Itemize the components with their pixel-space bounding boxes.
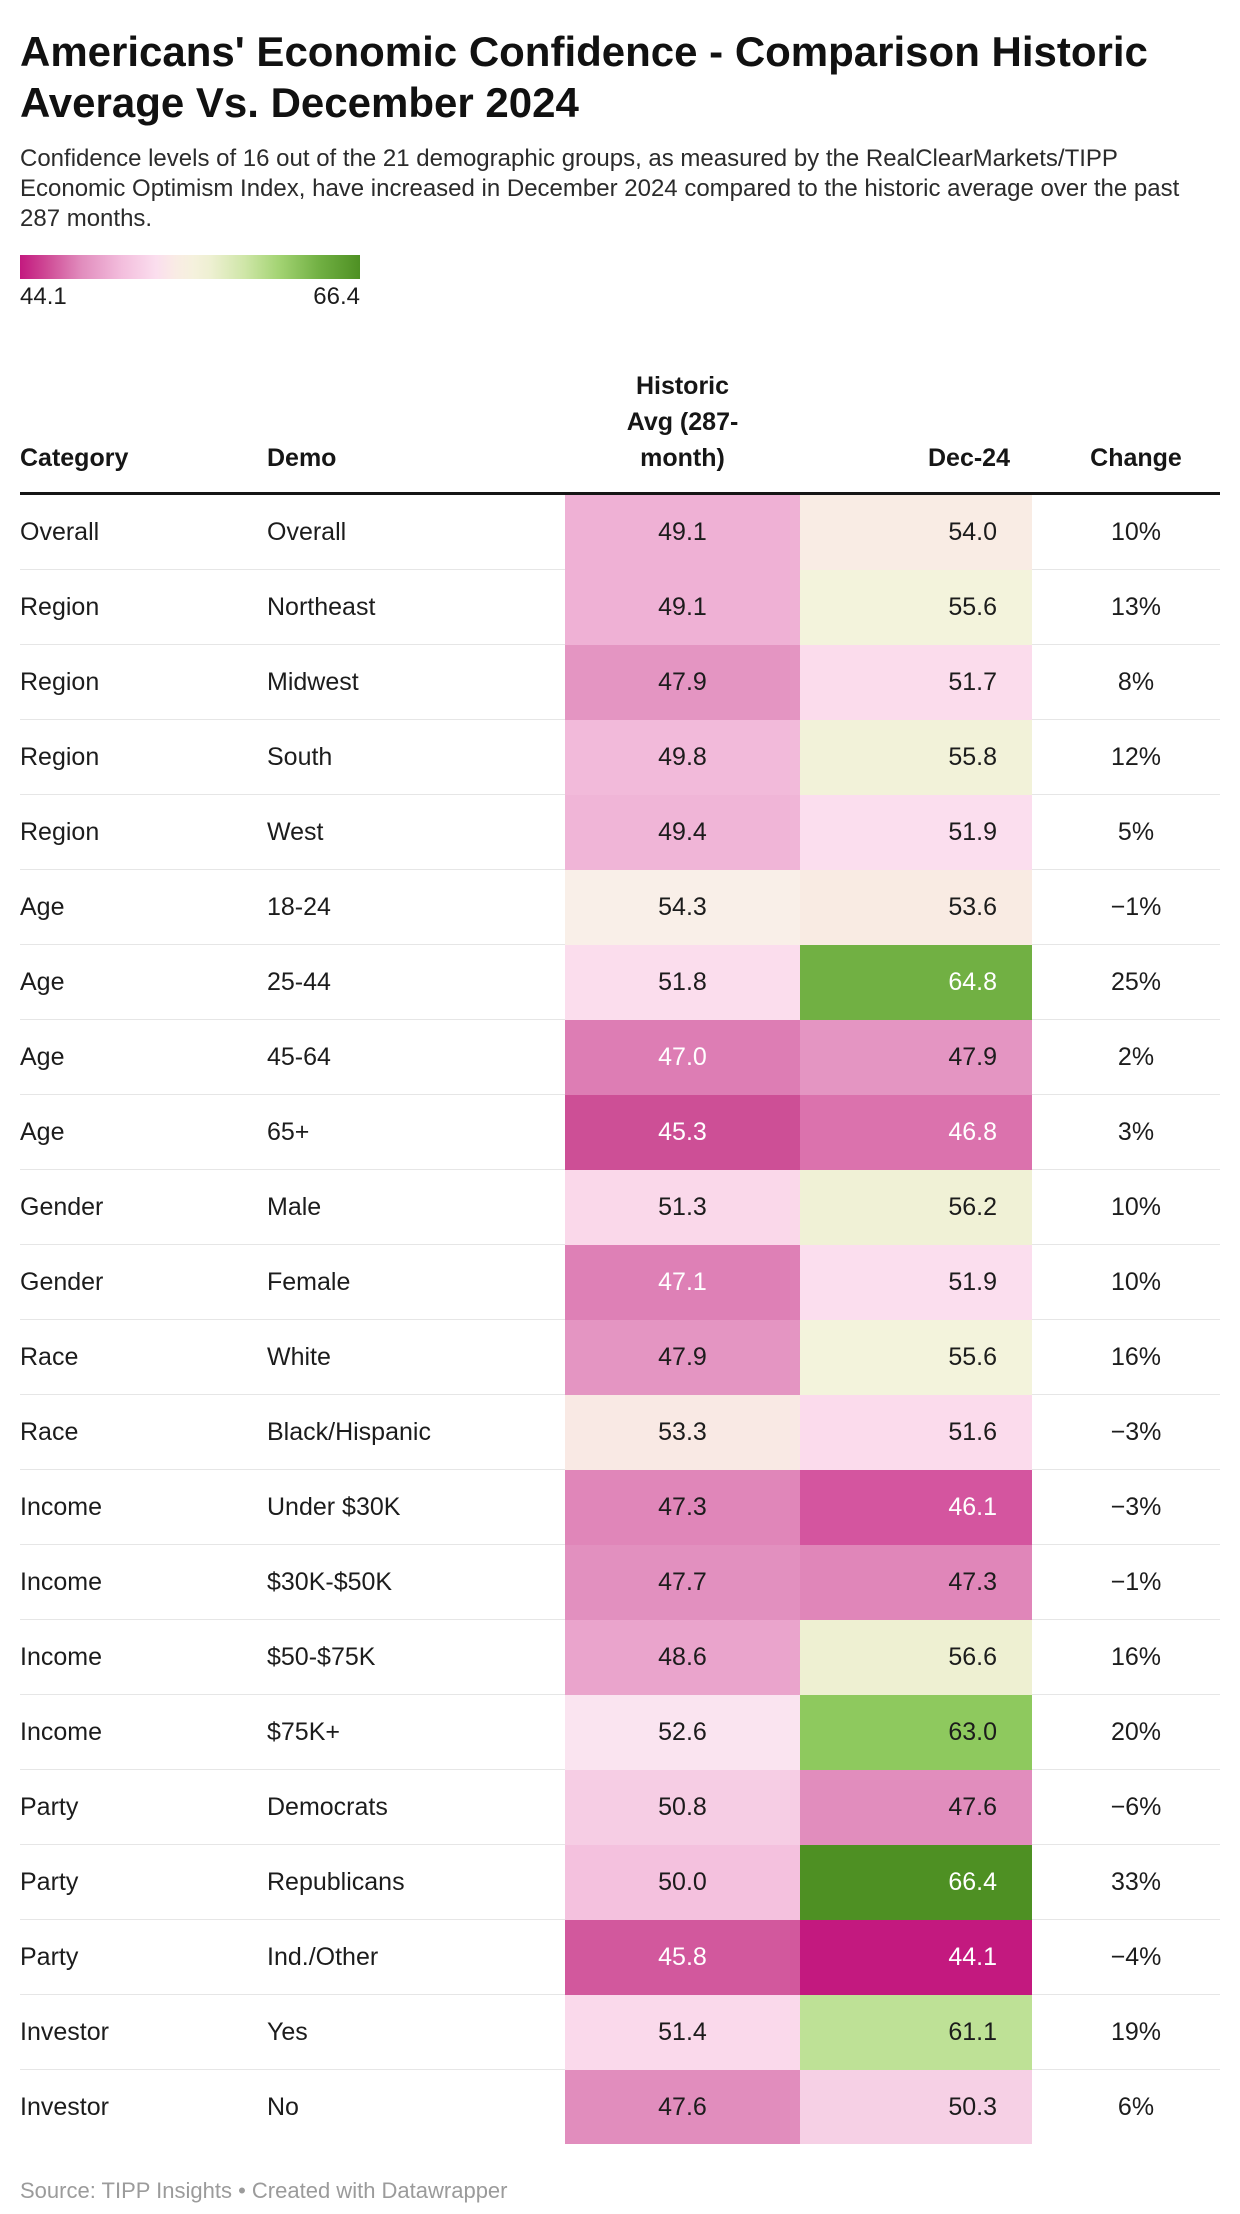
change-cell: 13% (1032, 570, 1220, 645)
demo-cell: 18-24 (267, 870, 565, 945)
dec-24-cell: 51.9 (800, 795, 1032, 870)
table-row (20, 1020, 1220, 1095)
table-row (20, 1395, 1220, 1470)
historic-avg-cell: 48.6 (565, 1620, 800, 1695)
change-cell: −4% (1032, 1920, 1220, 1995)
demo-cell: $75K+ (267, 1695, 565, 1770)
table-row (20, 494, 1220, 570)
color-legend (20, 255, 1220, 310)
historic-avg-cell: 47.9 (565, 1320, 800, 1395)
legend-max-label: 66.4 (313, 283, 360, 311)
table-row (20, 1620, 1220, 1695)
category-cell: Party (20, 1770, 267, 1845)
dec-24-cell: 46.8 (800, 1095, 1032, 1170)
table-row (20, 1320, 1220, 1395)
change-cell: 8% (1032, 645, 1220, 720)
demo-cell: Democrats (267, 1770, 565, 1845)
dec-24-cell: 61.1 (800, 1995, 1032, 2070)
demo-cell: Yes (267, 1995, 565, 2070)
historic-avg-cell: 49.8 (565, 720, 800, 795)
demo-cell: West (267, 795, 565, 870)
historic-avg-cell: 51.3 (565, 1170, 800, 1245)
historic-avg-cell: 54.3 (565, 870, 800, 945)
category-cell: Investor (20, 2070, 267, 2145)
historic-avg-cell: 52.6 (565, 1695, 800, 1770)
table-body (20, 494, 1220, 2145)
dec-24-cell: 47.3 (800, 1545, 1032, 1620)
dec-24-cell: 47.6 (800, 1770, 1032, 1845)
dec-24-cell: 51.7 (800, 645, 1032, 720)
datawrapper-attribution-link[interactable]: Created with Datawrapper (251, 2178, 508, 2204)
category-cell: Age (20, 1095, 267, 1170)
category-cell: Income (20, 1545, 267, 1620)
category-cell: Income (20, 1620, 267, 1695)
category-cell: Income (20, 1695, 267, 1770)
category-cell: Overall (20, 517, 100, 546)
table-header (20, 344, 1220, 494)
dec-24-cell: 66.4 (800, 1845, 1032, 1920)
historic-avg-cell: 45.3 (565, 1095, 800, 1170)
dec-24-cell: 63.0 (800, 1695, 1032, 1770)
dec-24-cell: 47.9 (800, 1020, 1032, 1095)
table-row (20, 1245, 1220, 1320)
historic-avg-cell: 49.1 (565, 494, 800, 570)
category-cell: Age (20, 1020, 267, 1095)
change-cell: −3% (1032, 1395, 1220, 1470)
category-cell: Age (20, 870, 267, 945)
category-cell: Income (20, 1470, 267, 1545)
change-cell: 10% (1032, 1170, 1220, 1245)
demo-cell: 25-44 (267, 945, 565, 1020)
category-cell: Region (20, 645, 267, 720)
category-cell: Race (20, 1395, 267, 1470)
category-cell: Race (20, 1320, 267, 1395)
change-cell: −3% (1032, 1470, 1220, 1545)
demo-cell: Under $30K (267, 1470, 565, 1545)
change-cell: −1% (1032, 870, 1220, 945)
change-cell: 16% (1032, 1320, 1220, 1395)
table-row (20, 1845, 1220, 1920)
category-cell: Region (20, 795, 267, 870)
demo-cell: South (267, 720, 565, 795)
legend-labels (20, 284, 360, 310)
historic-avg-cell: 50.8 (565, 1770, 800, 1845)
dec-24-cell: 51.9 (800, 1245, 1032, 1320)
dec-24-cell: 56.6 (800, 1620, 1032, 1695)
change-cell: 12% (1032, 720, 1220, 795)
category-cell: Region (20, 720, 267, 795)
demo-cell: 65+ (267, 1095, 565, 1170)
table-row (20, 1470, 1220, 1545)
demo-cell: Northeast (267, 570, 565, 645)
dec-24-cell: 50.3 (800, 2070, 1032, 2145)
historic-avg-cell: 51.4 (565, 1995, 800, 2070)
historic-avg-cell: 47.9 (565, 645, 800, 720)
dec-24-cell: 53.6 (800, 870, 1032, 945)
chart-footer (20, 2178, 1220, 2204)
column-header-demo: Demo (267, 344, 565, 494)
table-row (20, 1770, 1220, 1845)
historic-avg-cell: 47.7 (565, 1545, 800, 1620)
change-cell: 10% (1032, 1245, 1220, 1320)
column-header-change: Change (1032, 344, 1220, 494)
heatmap-table (20, 344, 1220, 2144)
demo-cell: Black/Hispanic (267, 1395, 565, 1470)
change-cell: 20% (1032, 1695, 1220, 1770)
legend-gradient-bar (20, 255, 360, 279)
dec-24-cell: 55.8 (800, 720, 1032, 795)
page-title: Americans' Economic Confidence - Comparison Historic Average Vs. December 2024 (20, 28, 1148, 127)
table-row (20, 570, 1220, 645)
historic-avg-cell: 47.1 (565, 1245, 800, 1320)
table-row (20, 1170, 1220, 1245)
demo-cell: White (267, 1320, 565, 1395)
category-cell: Gender (20, 1170, 267, 1245)
footer-separator: • (238, 2178, 246, 2204)
change-cell: 10% (1110, 517, 1162, 546)
dec-24-cell: 44.1 (800, 1920, 1032, 1995)
historic-avg-cell: 50.0 (565, 1845, 800, 1920)
legend-min-label: 44.1 (20, 283, 67, 311)
demo-cell: No (267, 2070, 565, 2145)
table-row (20, 720, 1220, 795)
table-row (20, 1920, 1220, 1995)
demo-cell: Overall (267, 517, 347, 546)
category-cell: Party (20, 1845, 267, 1920)
historic-avg-cell: 51.8 (565, 945, 800, 1020)
table-row (20, 1095, 1220, 1170)
change-cell: 33% (1032, 1845, 1220, 1920)
demo-cell: Female (267, 1245, 565, 1320)
column-header-dec-24: Dec-24 (800, 344, 1032, 494)
change-cell: 5% (1032, 795, 1220, 870)
historic-avg-cell: 47.0 (565, 1020, 800, 1095)
change-cell: 6% (1032, 2070, 1220, 2145)
table-row (20, 1545, 1220, 1620)
change-cell: 19% (1032, 1995, 1220, 2070)
table-row (20, 645, 1220, 720)
demo-cell: Ind./Other (267, 1920, 565, 1995)
historic-avg-cell: 47.6 (565, 2070, 800, 2145)
demo-cell: Midwest (267, 645, 565, 720)
source-link[interactable]: Source: TIPP Insights (20, 2178, 232, 2204)
historic-avg-cell: 47.3 (565, 1470, 800, 1545)
chart-subtitle: Confidence levels of 16 out of the 21 demographic groups, as measured by the RealClearMarkets/TIPP Economic Optimism Index, have increased in December 2024 compared to the historic average over the past 287 months. (20, 145, 1180, 232)
change-cell: 25% (1032, 945, 1220, 1020)
demo-cell: Male (267, 1170, 565, 1245)
dec-24-cell: 54.0 (800, 494, 1032, 570)
change-cell: 2% (1032, 1020, 1220, 1095)
change-cell: −6% (1032, 1770, 1220, 1845)
dec-24-cell: 51.6 (800, 1395, 1032, 1470)
dec-24-cell: 46.1 (800, 1470, 1032, 1545)
demo-cell: $50-$75K (267, 1620, 565, 1695)
demo-cell: 45-64 (267, 1020, 565, 1095)
category-cell: Party (20, 1920, 267, 1995)
column-header-category: Category (20, 344, 267, 494)
change-cell: −1% (1032, 1545, 1220, 1620)
change-cell: 3% (1032, 1095, 1220, 1170)
category-cell: Age (20, 945, 267, 1020)
historic-avg-cell: 53.3 (565, 1395, 800, 1470)
change-cell: 16% (1032, 1620, 1220, 1695)
category-cell: Region (20, 570, 267, 645)
table-row (20, 945, 1220, 1020)
table-row (20, 870, 1220, 945)
historic-avg-cell: 45.8 (565, 1920, 800, 1995)
dec-24-cell: 56.2 (800, 1170, 1032, 1245)
dec-24-cell: 55.6 (800, 570, 1032, 645)
historic-avg-cell: 49.1 (565, 570, 800, 645)
dec-24-cell: 64.8 (800, 945, 1032, 1020)
column-header-historic-avg: Historic Avg (287-month) (565, 344, 800, 494)
table-row (20, 1695, 1220, 1770)
dec-24-cell: 55.6 (800, 1320, 1032, 1395)
table-row (20, 795, 1220, 870)
demo-cell: $30K-$50K (267, 1545, 565, 1620)
category-cell: Gender (20, 1245, 267, 1320)
historic-avg-cell: 49.4 (565, 795, 800, 870)
category-cell: Investor (20, 1995, 267, 2070)
table-row (20, 1995, 1220, 2070)
demo-cell: Republicans (267, 1845, 565, 1920)
table-row (20, 2070, 1220, 2145)
